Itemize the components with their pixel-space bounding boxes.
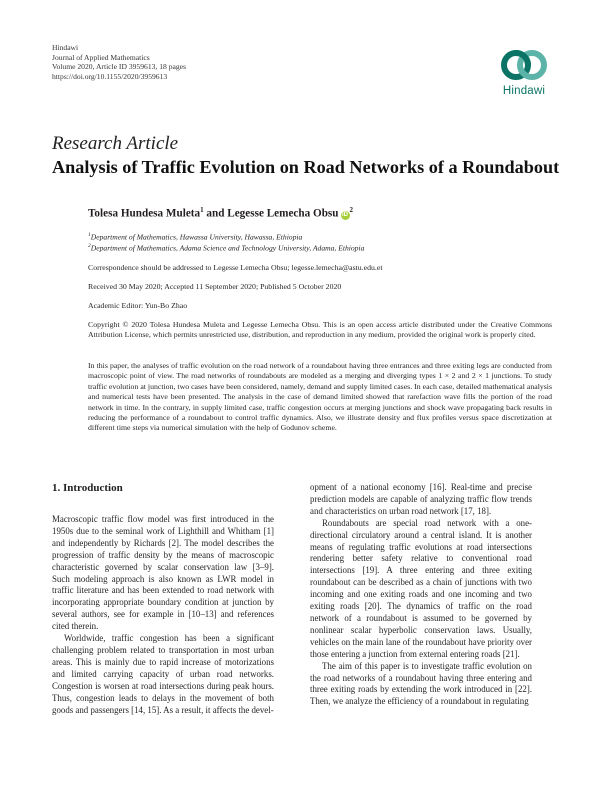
publisher-name: Hindawi bbox=[52, 43, 79, 52]
body-paragraph: opment of a national economy [16]. Real-time and precise prediction models are capable of analyzing traffic flow trends and characteristics on urban road network [17, 18]. bbox=[310, 482, 532, 516]
hindawi-logo-icon bbox=[499, 48, 549, 82]
orcid-icon[interactable]: iD bbox=[342, 211, 348, 218]
journal-meta bbox=[52, 43, 186, 81]
author-separator: and bbox=[203, 207, 228, 220]
body-paragraph: The aim of this paper is to investigate traffic evolution on the road networks of a roundabout having three entering and three exiting roads by extending the work introduced in [22]. Then, we analyze the efficiency of a roundabout in regulating bbox=[310, 660, 532, 707]
affiliation bbox=[88, 243, 364, 253]
abstract: In this paper, the analyses of traffic evolution on the road network of a roundabout having three entrances and three exiting legs are conducted from macroscopic point of view. The road networks of roundabouts are modeled as a merging and diverging types 1 × 2 and 2 × 1 junctions. To study traffic evolution at junction, two cases have been considered, namely, demand and supply limited cases. In each case, detailed mathematical analysis and numerical tests have been presented. The analysis in the case of demand limited showed that rarefaction wave fills the portion of the road network in time. In the contrary, in supply limited case, traffic congestion occurs at merging junctions and shock wave propagating back results in reducing the performance of a roundabout to control traffic dynamics. Also, we illustrate density and flux profiles versus space discretization at different time steps via numerical simulation with the help of Godunov scheme. bbox=[88, 361, 552, 433]
affiliation-number: 2 bbox=[88, 243, 91, 249]
article-title: Analysis of Traffic Evolution on Road Networks of a Roundabout bbox=[52, 157, 560, 177]
body-paragraph: Macroscopic traffic flow model was first introduced in the 1950s due to the seminal work of Lighthill and Whitham [1] and independently by Richards [2]. The model describes the progression of traffic density by the means of macroscopic characteristic governed by scalar conservation law [3–9]. Such modeling approach is also known as LWR model in traffic literature and has been extended to road network with incorporating appropriate boundary condition at junction by several authors, see for example in [10–13] and references cited therein. bbox=[52, 514, 274, 632]
section-heading: 1. Introduction bbox=[52, 482, 123, 494]
author-name: Tolesa Hundesa Muleta bbox=[88, 207, 201, 220]
affiliation-text: Department of Mathematics, Adama Science and Technology University, Adama, Ethiopia bbox=[90, 243, 365, 253]
publication-dates: Received 30 May 2020; Accepted 11 September 2020; Published 5 October 2020 bbox=[88, 282, 342, 291]
author-name: Legesse Lemecha Obsu bbox=[227, 207, 339, 220]
affiliation-number: 1 bbox=[88, 232, 91, 238]
body-paragraph: Worldwide, traffic congestion has been a significant challenging problem related to transportation in most urban areas. This is mainly due to rapid increase of motorizations and limited carrying capacity of urban road networks. Congestion is worsen at road intersections during peak hours. Thus, congestion leads to delays in the movement of both goods and passengers [14, 15]. As a result, it affects the devel- bbox=[52, 633, 274, 715]
body-column-left bbox=[52, 482, 274, 716]
body-paragraph: Roundabouts are special road network with a one-directional circulatory around a central island. It is another means of regulating traffic evolutions at road intersections rendering better safety relative to conventional road intersections [19]. A three entering and three exiting roundabout can be described as a chain of junctions with two incoming and one exiting roads and one incoming and two exiting roads [20]. The dynamics of traffic on the road network of a roundabout is assumed to be governed by nonlinear scalar hyperbolic conservation laws. Usually, vehicles on the main lane of the roundabout have priority over those entering a junction from external entering roads [21]. bbox=[310, 517, 532, 659]
doi-link[interactable]: https://doi.org/10.1155/2020/3959613 bbox=[52, 71, 168, 81]
affiliation-marker: 2 bbox=[349, 206, 353, 214]
author-list bbox=[88, 206, 353, 220]
logo-wordmark: Hindawi bbox=[502, 85, 546, 97]
journal-name: Journal of Applied Mathematics bbox=[52, 52, 150, 62]
hindawi-logo bbox=[496, 48, 552, 97]
affiliation-text: Department of Mathematics, Hawassa University, Hawassa, Ethiopia bbox=[90, 232, 303, 242]
affiliation bbox=[88, 232, 302, 242]
affiliation-marker: 1 bbox=[200, 206, 204, 214]
academic-editor: Academic Editor: Yun-Bo Zhao bbox=[88, 301, 188, 310]
volume-info: Volume 2020, Article ID 3959613, 18 pages bbox=[52, 62, 186, 72]
body-column-right bbox=[310, 482, 532, 708]
correspondence: Correspondence should be addressed to Legesse Lemecha Obsu; legesse.lemecha@astu.edu.et bbox=[88, 263, 383, 272]
article-type: Research Article bbox=[52, 133, 179, 154]
copyright-notice: Copyright © 2020 Tolesa Hundesa Muleta and Legesse Lemecha Obsu. This is an open access article distributed under the Creative Commons Attribution License, which permits unrestricted use, distribution, and reproduction in any medium, provided the original work is properly cited. bbox=[88, 320, 552, 340]
